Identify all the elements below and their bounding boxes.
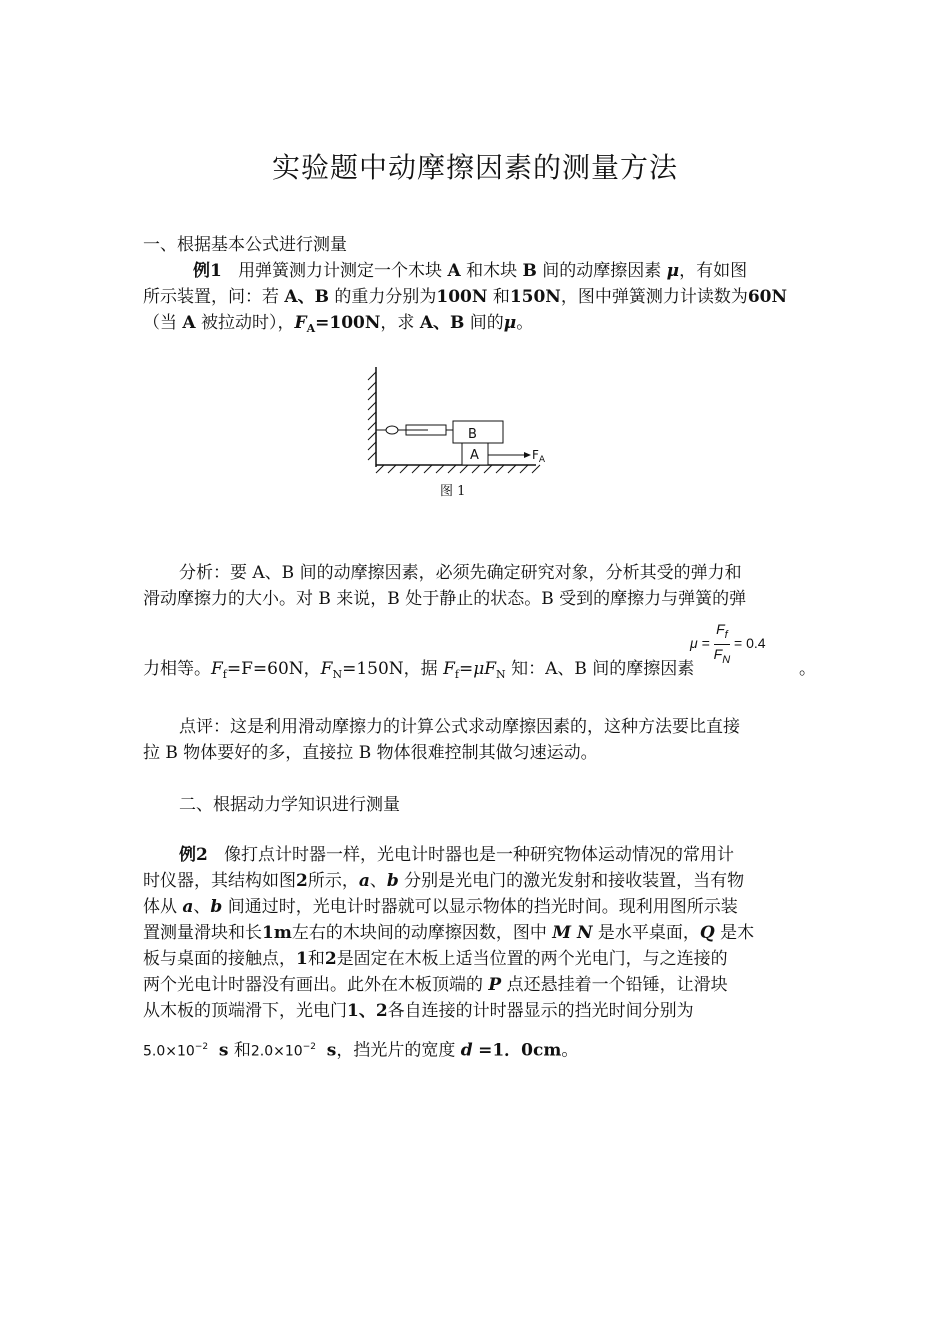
document-title: 实验题中动摩擦因素的测量方法 — [271, 151, 678, 184]
figure-caption: 图 1 — [440, 484, 466, 499]
example2-line1: 例2 像打点计时器一样，光电计时器也是一种研究物体运动情况的常用计 — [179, 845, 735, 865]
force-arrow-icon — [524, 452, 531, 458]
section2-heading: 二、根据动力学知识进行测量 — [179, 795, 400, 815]
example2-paragraph — [143, 842, 813, 1065]
comment-paragraph — [143, 714, 813, 766]
example1-line1: 例1 用弹簧测力计测定一个木块 A 和木块 B 间的动摩擦因素 μ，有如图 — [193, 261, 748, 281]
example2-line3: 体从 a、b 间通过时，光电计时器就可以显示物体的挡光时间。现利用图所示装 — [143, 897, 738, 917]
block-b — [453, 421, 503, 443]
comment-line1: 点评：这是利用滑动摩擦力的计算公式求动摩擦因素的，这种方法要比直接 — [179, 717, 740, 737]
example1-line2: 所示装置，问：若 A、B 的重力分别为100N 和150N，图中弹簧测力计读数为60N — [143, 287, 788, 307]
example2-line6: 两个光电计时器没有画出。此外在木板顶端的 P 点还悬挂着一个铅锤，让滑块 — [143, 975, 728, 995]
mu-formula: μ = $\frac{F_f}{F_N}$ = 0.4 — [690, 621, 766, 666]
example2-line8: $5.0\times 10^{-2}$ s 和$2.0\times 10^{-2}$ s，挡光片的宽度 d =1．0cm。 — [143, 1040, 579, 1061]
comment-line2: 拉 B 物体要好的多，直接拉 B 物体很难控制其做匀速运动。 — [143, 743, 598, 763]
block-a-label: A — [470, 448, 479, 463]
force-label: $F_A$ — [532, 448, 546, 465]
analysis-line2: 滑动摩擦力的大小。对 B 来说，B 处于静止的状态。B 受到的摩擦力与弹簧的弹 — [143, 589, 747, 609]
figure-1-diagram — [356, 362, 556, 507]
analysis-line1: 分析：要 A、B 间的动摩擦因素，必须先确定研究对象，分析其受的弹力和 — [179, 563, 742, 583]
block-b-label: B — [468, 427, 477, 442]
analysis-line3: 力相等。$F_f=F=60N$，$F_N=150N$，据 $F_f=\mu F_N$ 知：A、B 间的摩擦因素 。 — [143, 659, 816, 681]
analysis-paragraph — [143, 560, 813, 612]
example2-line7: 从木板的顶端滑下，光电门1、2各自连接的计时器显示的挡光时间分别为 — [143, 1001, 694, 1021]
section1-heading: 一、根据基本公式进行测量 — [143, 235, 347, 255]
example1-line3: （当 A 被拉动时），$F_A=100N$，求 A、B 间的μ。 — [143, 313, 534, 335]
example1-paragraph — [143, 258, 813, 342]
example2-line4: 置测量滑块和长1m左右的木块间的动摩擦因数，图中 M N 是水平桌面，Q 是木 — [143, 923, 755, 943]
example2-line5: 板与桌面的接触点，1和2是固定在木板上适当位置的两个光电门，与之连接的 — [143, 949, 728, 969]
example2-line2: 时仪器，其结构如图2所示，a、b 分别是光电门的激光发射和接收装置，当有物 — [143, 871, 745, 891]
